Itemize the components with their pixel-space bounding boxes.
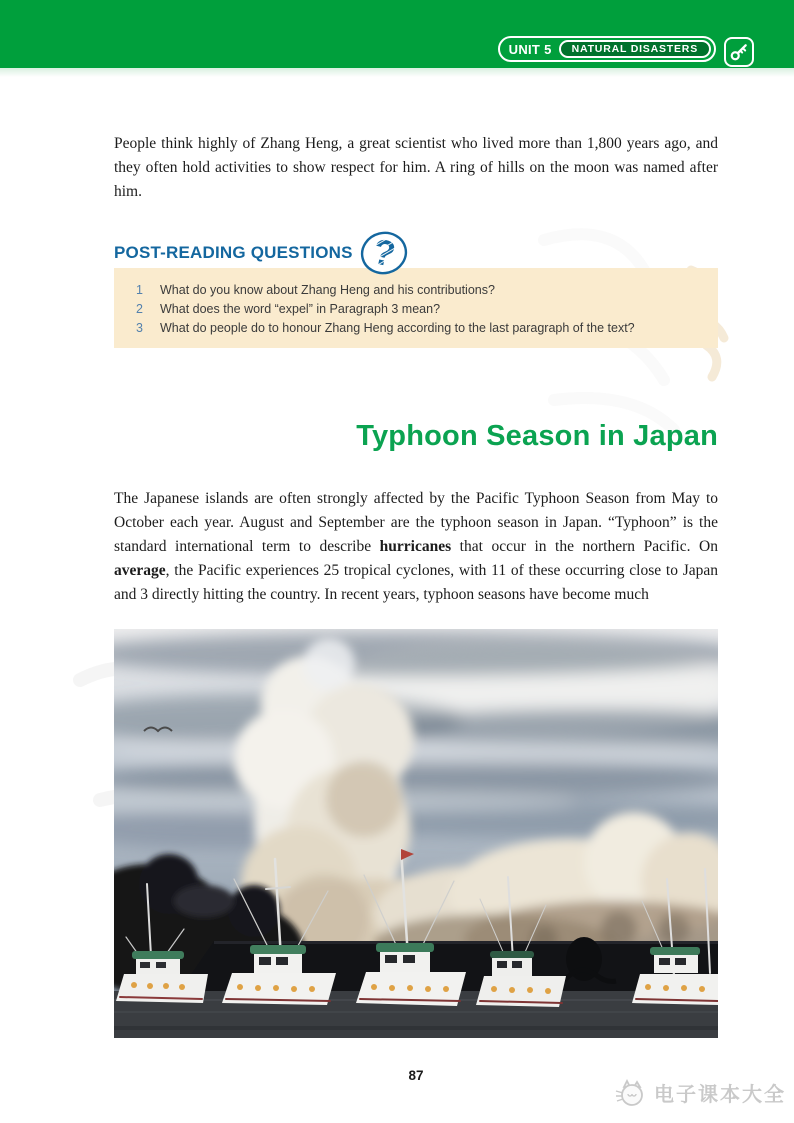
page-content — [0, 132, 794, 1083]
intro-paragraph: People think highly of Zhang Heng, a great scientist who lived more than 1,800 years ago, and they often hold activities to show respect for him. A ring of hills on the moon was named after him. — [114, 135, 718, 200]
post-reading-heading: POST-READING QUESTIONS — [114, 243, 353, 262]
page-number: 87 — [408, 1068, 424, 1083]
question-text: What do you know about Zhang Heng and his contributions? — [160, 283, 495, 297]
question-number: 2 — [136, 302, 143, 316]
unit-badge-row — [498, 36, 716, 62]
unit-topic-badge: NATURAL DISASTERS — [559, 40, 711, 58]
question-text: What do people do to honour Zhang Heng according to the last paragraph of the text? — [160, 321, 635, 335]
post-reading-section-header — [114, 228, 718, 278]
unit-header — [0, 0, 794, 68]
unit-number-label: UNIT 5 — [508, 41, 552, 57]
questions-box — [114, 268, 718, 348]
site-watermark-text: 电子课本大全 — [654, 1084, 786, 1106]
question-number: 3 — [136, 321, 143, 335]
key-icon — [724, 37, 754, 67]
article-paragraph: The Japanese islands are often strongly affected by the Pacific Typhoon Season from May to October each year. August and September are the typhoon season in Japan. “Typhoon” is the standard international term to describe hurricanes that occur in the northern Pacific. On average, the Pacific experiences 25 tropical cyclones, with 11 of these occurring close to Japan and 3 directly hitting the country. In recent years, typhoon seasons have become much — [114, 490, 718, 603]
typhoon-photo — [114, 629, 718, 1038]
question-item — [136, 319, 702, 338]
svg-text:?: ? — [368, 230, 399, 275]
question-mark-icon — [359, 228, 409, 278]
question-item — [136, 300, 702, 319]
unit-badge — [498, 36, 716, 62]
header-fade — [0, 68, 794, 77]
question-number: 1 — [136, 283, 143, 297]
question-text: What does the word “expel” in Paragraph 3 mean? — [160, 302, 441, 316]
article-title: Typhoon Season in Japan — [356, 420, 718, 452]
question-item — [136, 281, 702, 300]
